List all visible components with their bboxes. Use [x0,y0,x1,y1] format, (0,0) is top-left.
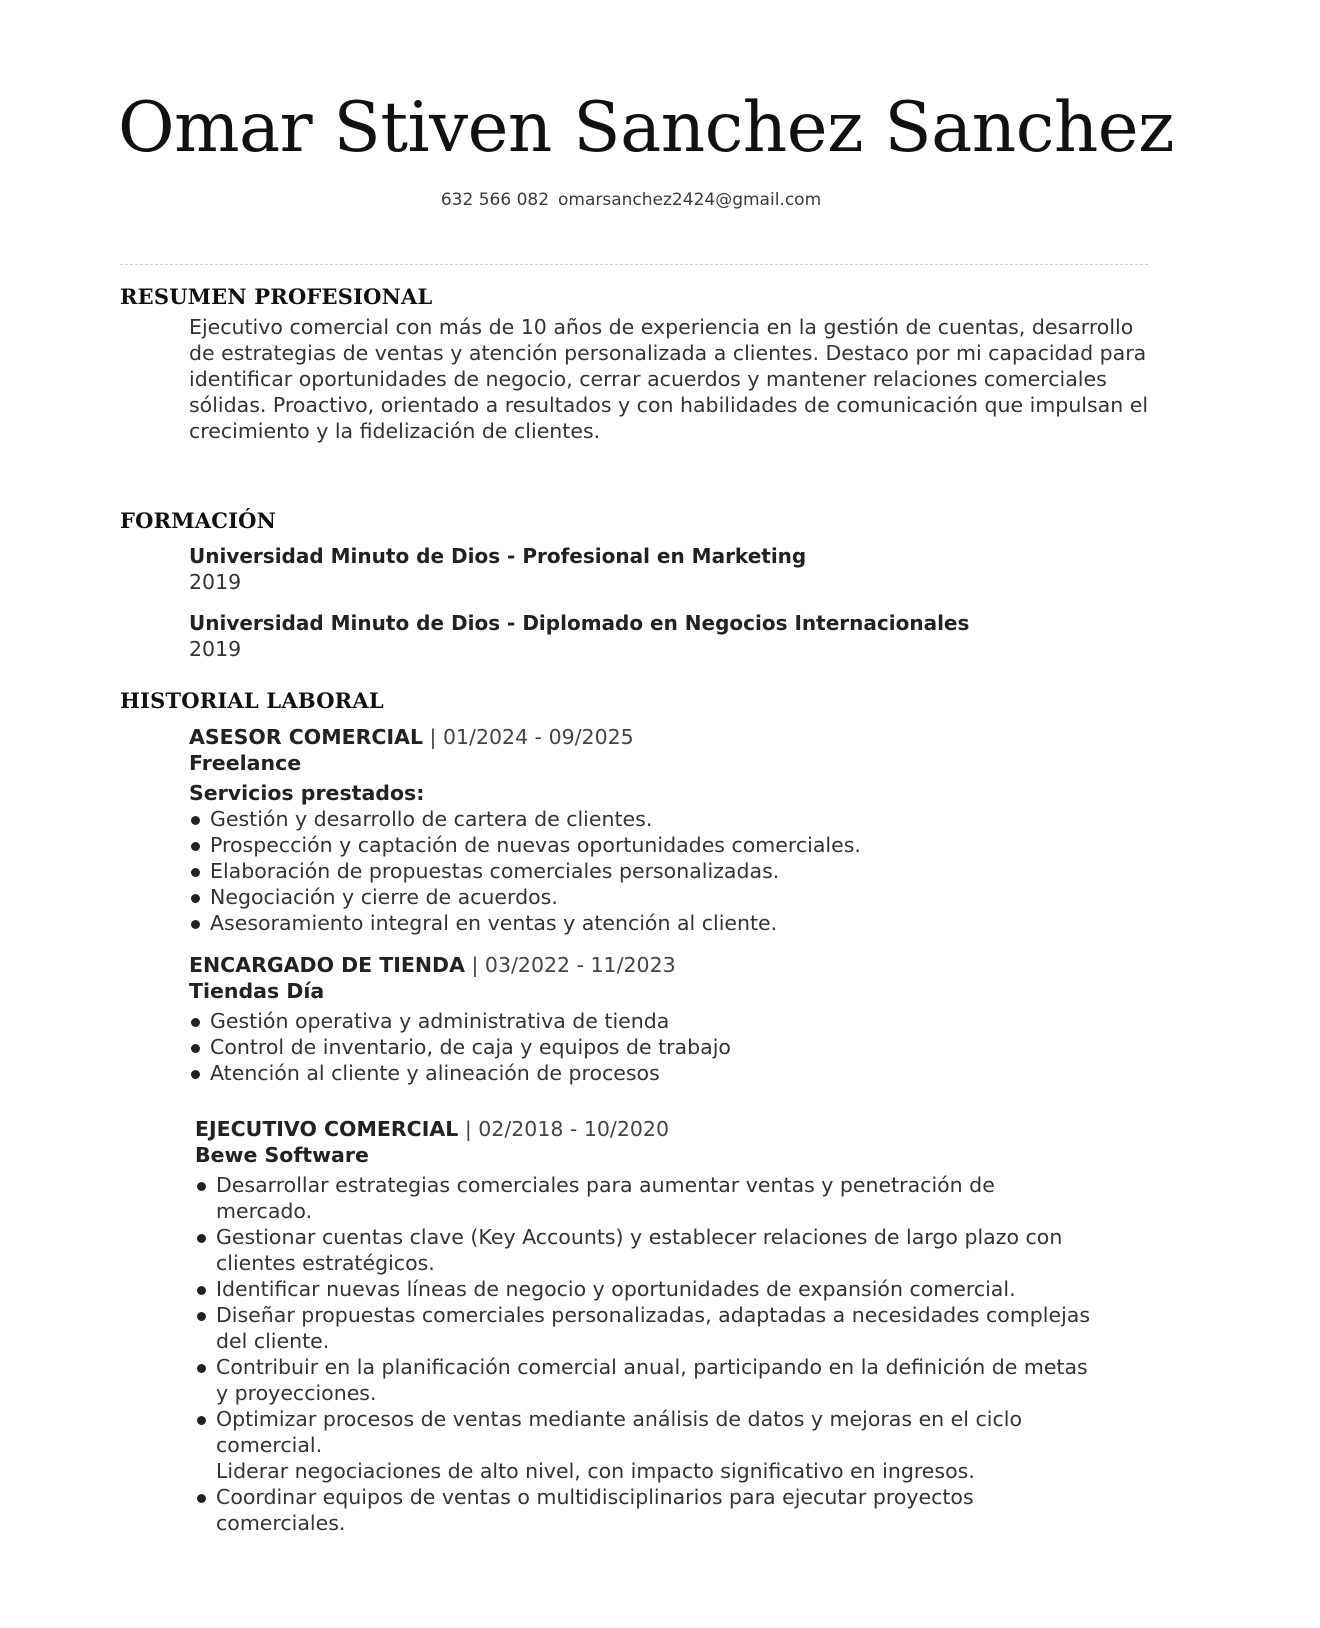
candidate-name: Omar Stiven Sanchez Sanchez [118,88,1174,168]
job-bullet: Desarrollar estrategias comerciales para aumentar ventas y penetración de mercado. [195,1172,1095,1224]
job-dates: | 03/2022 - 11/2023 [471,953,676,977]
job-bullet: Atención al cliente y alineación de procesos [189,1060,1149,1086]
job-entry [195,1116,1095,1536]
job-bullet: Negociación y cierre de acuerdos. [189,884,1149,910]
education-year: 2019 [189,637,242,661]
summary-heading: RESUMEN PROFESIONAL [120,284,433,309]
job-company: Tiendas Día [189,979,325,1003]
services-label: Servicios prestados: [189,781,425,805]
work-heading: HISTORIAL LABORAL [120,688,384,713]
contact-line [0,190,1262,210]
email-address: omarsanchez2424@gmail.com [558,190,822,210]
job-bullet: Asesoramiento integral en ventas y atención al cliente. [189,910,1149,936]
header-divider [120,264,1148,265]
job-header [189,952,1149,978]
job-dates: | 02/2018 - 10/2020 [464,1117,669,1141]
job-bullets [189,806,1149,936]
job-dates: | 01/2024 - 09/2025 [429,725,634,749]
education-heading: FORMACIÓN [120,508,277,533]
job-position: ENCARGADO DE TIENDA [189,953,465,977]
job-bullet: Gestión operativa y administrativa de tienda [189,1008,1149,1034]
job-entry [189,952,1149,1086]
education-degree: Universidad Minuto de Dios - Diplomado en Negocios Internacionales [189,611,970,635]
job-bullet: Gestión y desarrollo de cartera de clientes. [189,806,1149,832]
job-bullet: Contribuir en la planificación comercial anual, participando en la definición de metas y proyecciones. [195,1354,1095,1406]
education-item [189,543,1149,595]
job-position: ASESOR COMERCIAL [189,725,424,749]
job-bullet: Elaboración de propuestas comerciales personalizadas. [189,858,1149,884]
job-entry [189,724,1149,936]
summary-section [189,314,1149,444]
job-bullet: Prospección y captación de nuevas oportunidades comerciales. [189,832,1149,858]
job-header [189,724,1149,750]
job-bullet: Gestionar cuentas clave (Key Accounts) y establecer relaciones de largo plazo con clientes estratégicos. [195,1224,1095,1276]
phone-number: 632 566 082 [440,190,550,210]
job-bullet: Coordinar equipos de ventas o multidisciplinarios para ejecutar proyectos comerciales. [195,1484,1095,1536]
job-company: Freelance [189,751,302,775]
job-company: Bewe Software [195,1143,369,1167]
education-degree: Universidad Minuto de Dios - Profesional en Marketing [189,544,807,568]
job-bullet: Liderar negociaciones de alto nivel, con impacto significativo en ingresos. [216,1459,975,1483]
job-bullet: Optimizar procesos de ventas mediante análisis de datos y mejoras en el ciclo comercial. [195,1406,1095,1458]
education-year: 2019 [189,570,242,594]
job-position: EJECUTIVO COMERCIAL [195,1117,459,1141]
job-bullet: Diseñar propuestas comerciales personalizadas, adaptadas a necesidades complejas del cliente. [195,1302,1095,1354]
job-header [195,1116,1095,1142]
job-bullet: Identificar nuevas líneas de negocio y oportunidades de expansión comercial. [195,1276,1095,1302]
education-item [189,610,1149,662]
summary-text: Ejecutivo comercial con más de 10 años de experiencia en la gestión de cuentas, desarrollo de estrategias de ventas y atención personalizada a clientes. Destaco por mi capacidad para identificar oportunidades de negocio, cerrar acuerdos y mantener relaciones comerciales sólidas. Proactivo, orientado a resultados y con habilidades de comunicación que impulsan el crecimiento y la fidelización de clientes. [189,315,1149,443]
job-bullets [189,1008,1149,1086]
job-bullets [195,1172,1095,1536]
job-bullet: Control de inventario, de caja y equipos de trabajo [189,1034,1149,1060]
